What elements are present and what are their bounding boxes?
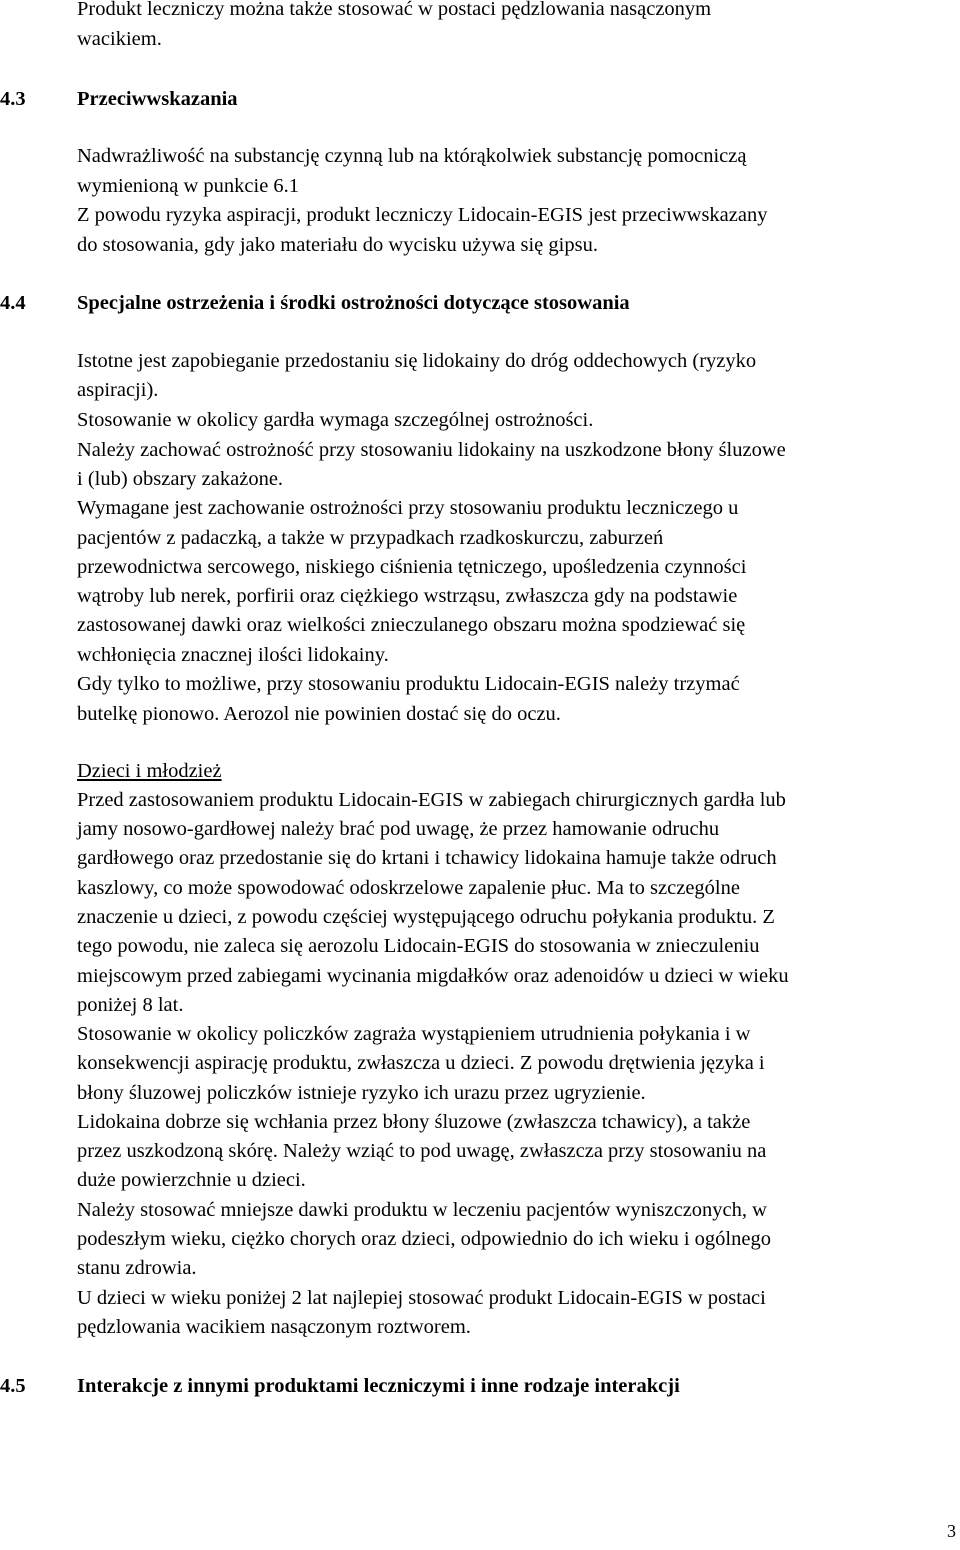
section-title: Interakcje z innymi produktami leczniczymi i inne rodzaje interakcji bbox=[77, 1375, 680, 1397]
text-line: poniżej 8 lat. bbox=[77, 994, 184, 1016]
section-title: Specjalne ostrzeżenia i środki ostrożności dotyczące stosowania bbox=[77, 292, 630, 314]
text-line: znaczenie u dzieci, z powodu częściej występującego odruchu połykania produktu. Z bbox=[77, 906, 775, 928]
text-line: Wymagane jest zachowanie ostrożności przy stosowaniu produktu leczniczego u bbox=[77, 497, 739, 519]
text-line: gardłowego oraz przedostanie się do krtani i tchawicy lidokaina hamuje także odruch bbox=[77, 847, 777, 869]
section-number: 4.3 bbox=[0, 88, 26, 110]
text-line: Produkt leczniczy można także stosować w postaci pędzlowania nasączonym bbox=[77, 0, 712, 20]
section-number: 4.4 bbox=[0, 292, 26, 314]
section-heading-4-4 bbox=[0, 291, 630, 315]
text-line: tego powodu, nie zaleca się aerozolu Lidocain-EGIS do stosowania w znieczuleniu bbox=[77, 935, 760, 957]
text-line: U dzieci w wieku poniżej 2 lat najlepiej stosować produkt Lidocain-EGIS w postaci bbox=[77, 1287, 766, 1309]
page-number: 3 bbox=[947, 1521, 956, 1541]
text-line: wątroby lub nerek, porfirii oraz ciężkiego wstrząsu, zwłaszcza gdy na podstawie bbox=[77, 585, 738, 607]
text-line: pacjentów z padaczką, a także w przypadkach rzadkoskurczu, zaburzeń bbox=[77, 527, 664, 549]
text-line: Należy zachować ostrożność przy stosowaniu lidokainy na uszkodzone błony śluzowe bbox=[77, 439, 786, 461]
text-line: Przed zastosowaniem produktu Lidocain-EGIS w zabiegach chirurgicznych gardła lub bbox=[77, 789, 786, 811]
text-line: Należy stosować mniejsze dawki produktu w leczeniu pacjentów wyniszczonych, w bbox=[77, 1199, 767, 1221]
text-line: Nadwrażliwość na substancję czynną lub na którąkolwiek substancję pomocniczą bbox=[77, 145, 747, 167]
text-line: błony śluzowej policzków istnieje ryzyko ich urazu przez ugryzienie. bbox=[77, 1082, 646, 1104]
text-line: duże powierzchnie u dzieci. bbox=[77, 1169, 306, 1191]
text-line: konsekwencji aspirację produktu, zwłaszcza u dzieci. Z powodu drętwienia języka i bbox=[77, 1052, 765, 1074]
text-line: Stosowanie w okolicy policzków zagraża wystąpieniem utrudnienia połykania i w bbox=[77, 1023, 751, 1045]
text-line: przez uszkodzoną skórę. Należy wziąć to pod uwagę, zwłaszcza przy stosowaniu na bbox=[77, 1140, 767, 1162]
text-line: kaszlowy, co może spowodować odoskrzelowe zapalenie płuc. Ma to szczególne bbox=[77, 877, 740, 899]
text-line: aspiracji). bbox=[77, 379, 159, 401]
section-heading-4-5 bbox=[0, 1374, 680, 1398]
text-line: wchłonięcia znacznej ilości lidokainy. bbox=[77, 644, 389, 666]
text-line: pędzlowania wacikiem nasączonym roztworem. bbox=[77, 1316, 471, 1338]
text-line: przewodnictwa sercowego, niskiego ciśnienia tętniczego, upośledzenia czynności bbox=[77, 556, 747, 578]
text-line: Z powodu ryzyka aspiracji, produkt leczniczy Lidocain-EGIS jest przeciwwskazany bbox=[77, 204, 768, 226]
text-line: wacikiem. bbox=[77, 28, 162, 50]
text-line: Stosowanie w okolicy gardła wymaga szczególnej ostrożności. bbox=[77, 409, 594, 431]
text-line: zastosowanej dawki oraz wielkości znieczulanego obszaru można spodziewać się bbox=[77, 614, 746, 636]
text-line: jamy nosowo-gardłowej należy brać pod uwagę, że przez hamowanie odruchu bbox=[77, 818, 720, 840]
text-line: Istotne jest zapobieganie przedostaniu się lidokainy do dróg oddechowych (ryzyko bbox=[77, 350, 757, 372]
section-heading-4-3 bbox=[0, 87, 238, 111]
text-line: Gdy tylko to możliwe, przy stosowaniu produktu Lidocain-EGIS należy trzymać bbox=[77, 673, 740, 695]
text-line: stanu zdrowia. bbox=[77, 1257, 197, 1279]
text-line: do stosowania, gdy jako materiału do wycisku używa się gipsu. bbox=[77, 234, 598, 256]
text-line: i (lub) obszary zakażone. bbox=[77, 468, 284, 490]
section-number: 4.5 bbox=[0, 1375, 26, 1397]
text-line: butelkę pionowo. Aerozol nie powinien dostać się do oczu. bbox=[77, 703, 561, 725]
text-line: podeszłym wieku, ciężko chorych oraz dzieci, odpowiednio do ich wieku i ogólnego bbox=[77, 1228, 771, 1250]
section-title: Przeciwwskazania bbox=[77, 88, 238, 110]
text-line: miejscowym przed zabiegami wycinania migdałków oraz adenoidów u dzieci w wieku bbox=[77, 965, 789, 987]
subsection-heading-children: Dzieci i młodzież bbox=[77, 760, 222, 782]
text-line: wymienioną w punkcie 6.1 bbox=[77, 175, 300, 197]
text-line: Lidokaina dobrze się wchłania przez błony śluzowe (zwłaszcza tchawicy), a także bbox=[77, 1111, 751, 1133]
